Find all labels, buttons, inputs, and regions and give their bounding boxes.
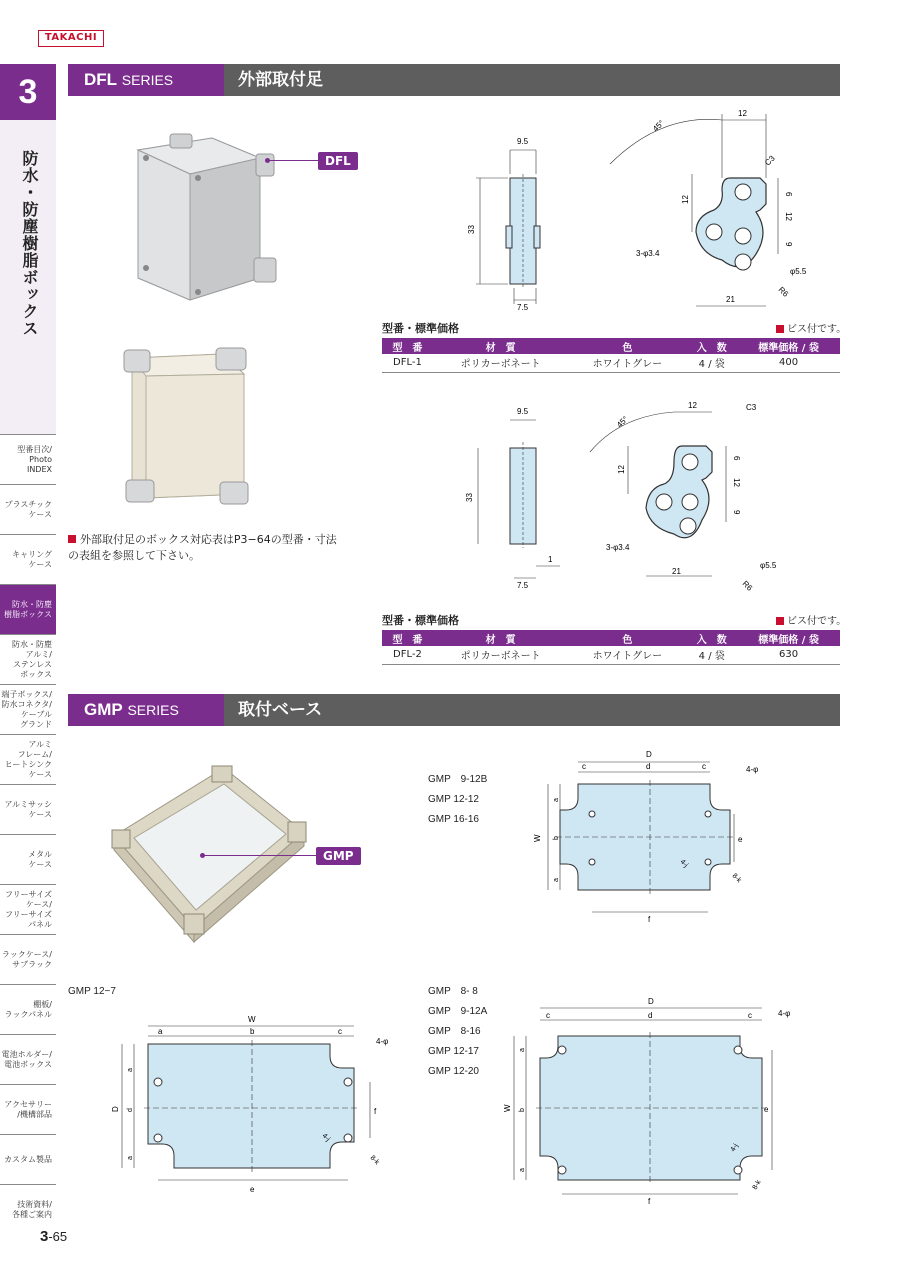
dfl2-radius-label: R6: [740, 579, 755, 593]
chapter-title: 防水・防塵樹脂ボックス: [20, 150, 39, 337]
dim-k: 8-k: [368, 1154, 381, 1167]
gmp-drawing-a: [520, 744, 790, 934]
dfl2-d1-label: 6: [732, 456, 741, 461]
col-material: 材 質: [433, 338, 569, 354]
col-qty: 入 数: [686, 338, 737, 354]
nav-item-label: 棚板/ ラックパネル: [4, 999, 52, 1019]
nav-item[interactable]: [0, 534, 56, 584]
col-color: 色: [568, 630, 686, 646]
nav-item-label: カスタム製品: [4, 1154, 52, 1164]
table-row: DFL-1 ポリカーボネート ホワイトグレー 4 / 袋 400: [382, 354, 840, 372]
dfl-note: 外部取付足のボックス対応表はP3−64の型番・寸法の表組を参照して下さい。: [68, 533, 337, 562]
brand-logo: TAKACHI: [38, 30, 104, 47]
dfl2-d2-label: 12: [732, 478, 741, 487]
dim-e: e: [250, 1185, 255, 1194]
dim-a-top: a: [519, 1048, 526, 1052]
dim-d: d: [127, 1108, 134, 1112]
nav-item-label: 技術資料/ 各種ご案内: [12, 1199, 52, 1219]
dfl1-w21-label: 21: [726, 295, 735, 304]
dim-hole: 4-φ: [376, 1037, 389, 1046]
dim-c: c: [338, 1027, 342, 1036]
nav-item[interactable]: [0, 834, 56, 884]
nav-item-label: 防水・防塵 アルミ/ ステンレス ボックス: [12, 639, 52, 679]
list-item: GMP 12-20: [428, 1066, 479, 1077]
list-item: GMP 12-12: [428, 794, 479, 805]
nav-item-label: プラスチック ケース: [4, 499, 52, 519]
dfl1-table-title: 型番・標準価格: [382, 322, 459, 335]
dim-j: 4-j: [678, 858, 690, 869]
gmp-drawing-c: [500, 994, 800, 1206]
dfl2-table-note: ビス付です。: [776, 612, 846, 627]
dfl2-hole-label: 3-φ3.4: [606, 543, 630, 552]
dfl-series-label: DFL SERIES: [68, 64, 224, 96]
table-row: DFL-2 ポリカーボネート ホワイトグレー 4 / 袋 630: [382, 646, 840, 664]
dim-D: D: [648, 997, 654, 1006]
nav-item-label: 防水・防塵 樹脂ボックス: [4, 599, 52, 619]
dim-a-top: a: [553, 798, 560, 802]
dim-c-right: c: [702, 762, 706, 771]
nav-item[interactable]: [0, 484, 56, 534]
nav-item[interactable]: [0, 934, 56, 984]
dfl2-top-label: 12: [688, 401, 697, 410]
col-price: 標準価格 / 袋: [737, 630, 840, 646]
gmp-series-label: GMP SERIES: [68, 694, 224, 726]
dim-k: 8-k: [751, 1179, 763, 1191]
gmp-section-header: [68, 694, 840, 726]
dim-W: W: [503, 1104, 512, 1112]
dfl1-d3-label: 9: [784, 242, 793, 247]
dfl1-chamfer-label: C3: [763, 153, 777, 168]
dim-D: D: [646, 750, 652, 759]
dim-f: f: [374, 1107, 377, 1116]
nav-item-label: フリーサイズ ケース/ フリーサイズ パネル: [4, 889, 52, 929]
dim-W: W: [248, 1015, 256, 1024]
gmp-group3-list: [428, 982, 487, 1082]
list-item: GMP 9-12B: [428, 774, 488, 785]
nav-item[interactable]: [0, 884, 56, 934]
nav-item-label: キャリング ケース: [12, 549, 52, 569]
dfl2-height-label: 33: [465, 493, 474, 502]
list-item: GMP 12-17: [428, 1046, 479, 1057]
dfl1-d1-label: 6: [784, 192, 793, 197]
dim-d: d: [648, 1011, 653, 1020]
list-item: GMP 8- 8: [428, 986, 478, 997]
dim-j: 4-j: [729, 1142, 740, 1153]
dfl1-width-label: 9.5: [517, 137, 529, 146]
dfl-grey-box-photo: [120, 128, 280, 308]
dfl2-base-label: 7.5: [517, 581, 529, 590]
list-item: GMP 9-12A: [428, 1006, 488, 1017]
dfl-section-title: 外部取付足: [238, 70, 323, 90]
nav-item[interactable]: [0, 634, 56, 684]
nav-item[interactable]: [0, 734, 56, 784]
dfl1-d2-label: 12: [784, 212, 793, 221]
dfl-callout-dot: [265, 158, 270, 163]
gmp-drawing-b: [100, 1010, 400, 1196]
dfl2-l12-label: 12: [617, 465, 626, 474]
dim-e: e: [764, 1105, 769, 1114]
dim-e: e: [738, 835, 743, 844]
list-item: GMP 16-16: [428, 814, 479, 825]
dim-a-bottom: a: [553, 878, 560, 882]
dfl-callout-line: [268, 160, 320, 161]
nav-item[interactable]: [0, 434, 56, 484]
nav-item-label: 電池ホルダー/ 電池ボックス: [1, 1049, 52, 1069]
nav-item-label: 端子ボックス/ 防水コネクタ/ ケーブル グランド: [1, 689, 52, 729]
col-model: 型 番: [382, 630, 433, 646]
dfl2-price-table: [382, 630, 840, 665]
dim-c-left: c: [546, 1011, 550, 1020]
nav-item-label: メタル ケース: [28, 849, 52, 869]
dim-b: b: [519, 1108, 526, 1112]
col-color: 色: [568, 338, 686, 354]
dfl2-table-title: 型番・標準価格: [382, 614, 459, 627]
dfl1-price-table: [382, 338, 840, 373]
dim-j: 4-j: [320, 1132, 332, 1143]
dfl-ivory-box-photo: [116, 346, 264, 508]
dfl1-phi-label: φ5.5: [790, 267, 807, 276]
col-model: 型 番: [382, 338, 433, 354]
dim-d: d: [646, 762, 651, 771]
dfl-2-drawing: [460, 398, 820, 598]
dim-c-left: c: [582, 762, 586, 771]
dfl1-base-label: 7.5: [517, 303, 529, 312]
nav-item[interactable]: [0, 1084, 56, 1134]
gmp-callout-line: [203, 855, 319, 856]
nav-item-label: ラックケース/ サブラック: [1, 949, 52, 969]
dim-hole: 4-φ: [746, 765, 759, 774]
col-qty: 入 数: [686, 630, 737, 646]
nav-item-label: 型番目次/ Photo INDEX: [17, 444, 52, 474]
gmp-callout-tag: GMP: [316, 847, 361, 865]
dfl-1-drawing: [460, 104, 820, 314]
dim-b: b: [250, 1027, 255, 1036]
list-item: GMP 8-16: [428, 1026, 481, 1037]
dfl-section-header: [68, 64, 840, 96]
dim-a-top: a: [127, 1068, 134, 1072]
nav-item[interactable]: [0, 1184, 56, 1234]
nav-item-label: アクセサリー /機構部品: [4, 1099, 52, 1119]
chapter-number: 3: [0, 64, 56, 120]
dim-b: b: [553, 836, 560, 840]
dfl2-one-label: 1: [548, 555, 553, 564]
dim-a-bottom: a: [519, 1168, 526, 1172]
dim-c-right: c: [748, 1011, 752, 1020]
dfl1-top-label: 12: [738, 109, 747, 118]
dim-f: f: [648, 1197, 651, 1206]
dim-D: D: [111, 1106, 120, 1112]
dfl2-chamfer-label: C3: [746, 403, 757, 412]
dim-k: 8-k: [730, 872, 743, 885]
dfl-callout-tag: DFL: [318, 152, 358, 170]
nav-item-label: アルミサッシ ケース: [4, 799, 52, 819]
col-price: 標準価格 / 袋: [737, 338, 840, 354]
dfl1-height-label: 33: [467, 225, 476, 234]
dfl2-w21-label: 21: [672, 567, 681, 576]
dim-f: f: [648, 915, 651, 924]
nav-item[interactable]: [0, 584, 56, 634]
dfl2-width-label: 9.5: [517, 407, 529, 416]
nav-item[interactable]: [0, 684, 56, 734]
col-material: 材 質: [433, 630, 569, 646]
chapter-index-nav: [0, 434, 56, 1234]
dfl1-radius-label: R6: [776, 285, 791, 299]
gmp-group2-title: GMP 12−7: [68, 986, 116, 997]
nav-item[interactable]: [0, 1034, 56, 1084]
dfl2-angle-label: 45°: [615, 414, 630, 430]
page-number: 3-65: [40, 1228, 68, 1245]
gmp-group1-list: [428, 770, 487, 830]
nav-item[interactable]: [0, 784, 56, 834]
dfl2-phi-label: φ5.5: [760, 561, 777, 570]
nav-item-label: アルミ フレーム/ ヒートシンク ケース: [4, 739, 52, 779]
dfl1-l12-label: 12: [681, 195, 690, 204]
dim-hole: 4-φ: [778, 1009, 791, 1018]
dfl1-table-note: ビス付です。: [776, 320, 846, 335]
nav-item[interactable]: [0, 1134, 56, 1184]
dim-a: a: [158, 1027, 163, 1036]
chapter-title-panel: [0, 120, 56, 434]
dim-a-bottom: a: [127, 1156, 134, 1160]
dfl1-hole-label: 3-φ3.4: [636, 249, 660, 258]
dfl1-angle-label: 45°: [651, 118, 666, 134]
dim-W: W: [533, 834, 542, 842]
gmp-section-title: 取付ベース: [238, 700, 323, 720]
nav-item[interactable]: [0, 984, 56, 1034]
dfl2-d3-label: 9: [732, 510, 741, 515]
